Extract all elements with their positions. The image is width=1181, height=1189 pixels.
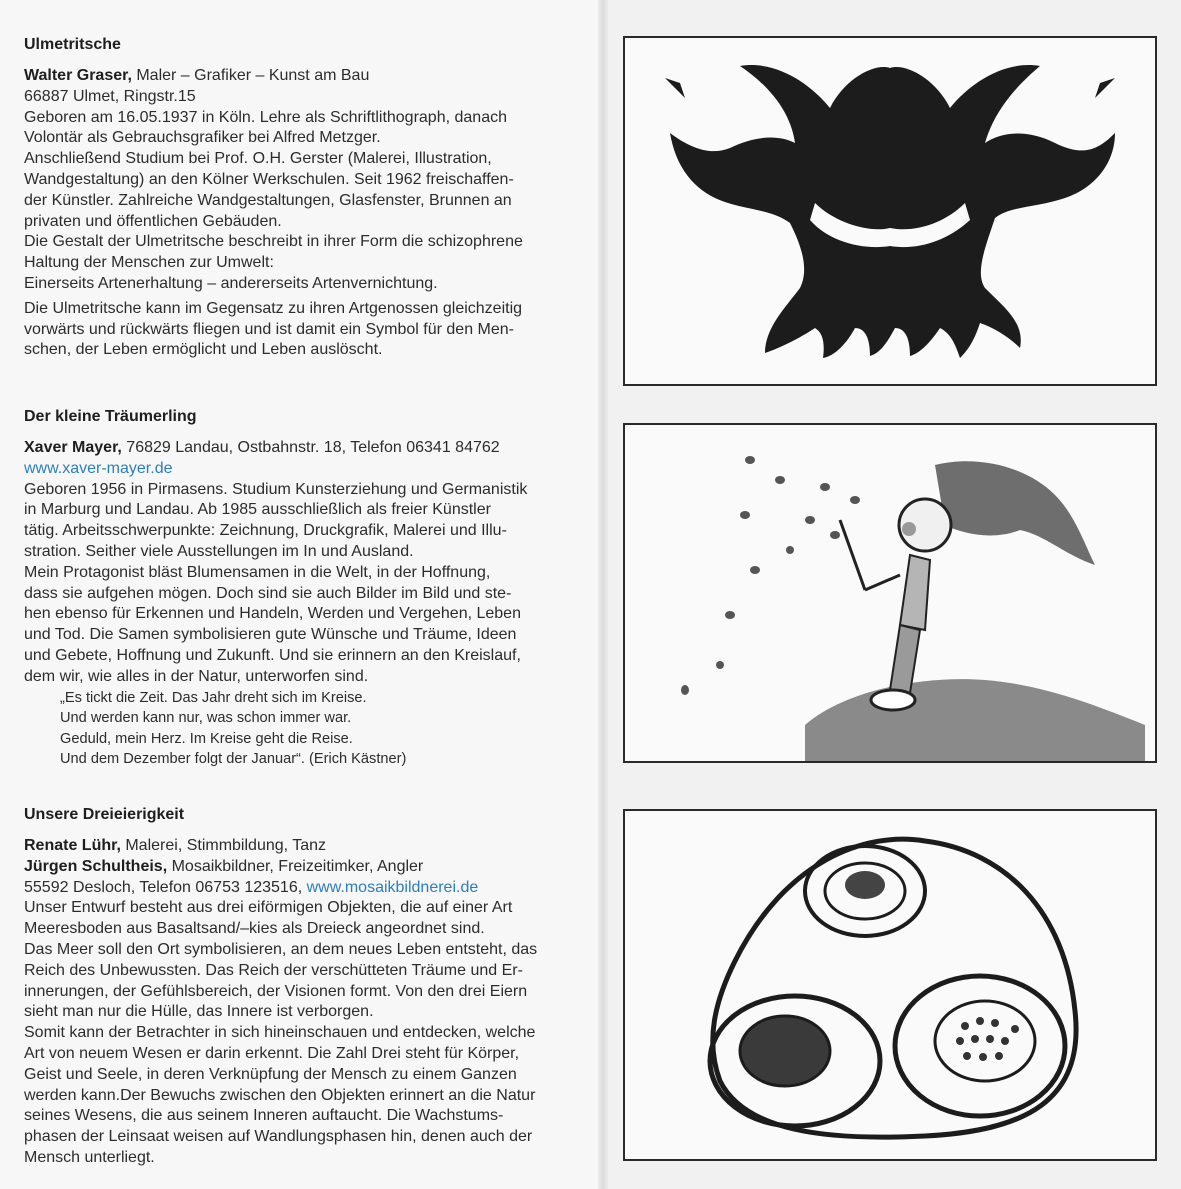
line-text: Geboren am 16.05.1937 in Köln. Lehre als Schriftlithograph, danach [24,108,507,126]
quote-line: „Es tickt die Zeit. Das Jahr dreht sich im Kreise. [60,689,367,706]
bird-silhouette-image [625,38,1155,384]
quote-line: Und dem Dezember folgt der Januar“. (Erich Kästner) [60,751,407,768]
line-text: tätig. Arbeitsschwerpunkte: Zeichnung, Druckgrafik, Malerei und Illu- [24,522,507,540]
artist-name: Jürgen Schultheis, [24,857,168,875]
ulmetritsche-illustration [623,36,1157,386]
line-text: in Marburg und Landau. Ab 1985 ausschließlich als freier Künstler [24,501,491,519]
body-line [24,1127,579,1148]
body-line [24,438,579,459]
line-text: seines Wesens, die aus seinem Inneren auftaucht. Die Wachstums- [24,1107,504,1125]
artist-name: Xaver Mayer, [24,439,122,456]
section-heading: Unsere Dreieierigkeit [24,806,185,823]
body-line [24,563,579,584]
three-eggs-drawing-image [625,811,1155,1159]
body-line [24,191,579,212]
body-line [24,299,579,320]
website-link[interactable]: www.mosaikbildnerei.de [306,878,479,896]
body-line [24,1148,579,1169]
artist-name: Walter Graser, [24,67,132,84]
body-line [24,320,579,341]
body-line [24,274,579,295]
body-line [24,1002,579,1023]
section-heading: Der kleine Träumerling [24,408,197,425]
artist-name: Renate Lühr, [24,837,121,854]
line-text: Unser Entwurf besteht aus drei eiförmigen Objekten, die auf einer Art [24,899,513,917]
dreieierigkeit-illustration [623,809,1157,1161]
body-line [24,149,579,170]
body-line [24,1065,579,1086]
body-line [24,542,579,563]
body-line [24,878,579,899]
body-line [24,232,579,253]
boy-blowing-seeds-image [625,425,1155,761]
body-line [24,1023,579,1044]
line-text: Das Meer soll den Ort symbolisieren, an dem neues Leben entsteht, das [24,940,538,958]
body-line [24,667,579,688]
line-text: Haltung der Menschen zur Umwelt: [24,254,274,272]
line-text: privaten und öffentlichen Gebäuden. [24,212,282,230]
line-text: Geboren 1956 in Pirmasens. Studium Kunsterziehung und Germanistik [24,480,528,498]
line-text: Reich des Unbewussten. Das Reich der verschütteten Träume und Er- [24,961,523,979]
line-text: vorwärts und rückwärts fliegen und ist damit ein Symbol für den Men- [24,320,514,338]
section-body [24,836,579,1169]
body-line [24,961,579,982]
line-text: Die Ulmetritsche kann im Gegensatz zu ihren Artgenossen gleichzeitig [24,299,523,317]
line-text: und Gebete, Hoffnung und Zukunft. Und sie erinnern an den Kreislauf, [24,646,521,664]
line-text: Volontär als Gebrauchsgrafiker bei Alfred Metzger. [24,129,381,147]
line-text: der Künstler. Zahlreiche Wandgestaltungen, Glasfenster, Brunnen an [24,191,512,209]
body-line [24,480,579,501]
body-line [24,170,579,191]
line-text: Wandgestaltung) an den Kölner Werkschulen. Seit 1962 freischaffen- [24,170,514,188]
body-line [24,253,579,274]
body-line [24,66,579,87]
body-line [24,521,579,542]
body-line [24,128,579,149]
line-text: Meeresboden aus Basaltsand/–kies als Dreieck angeordnet sind. [24,920,485,938]
line-text: Somit kann der Betrachter in sich hineinschauen und entdecken, welche [24,1024,536,1042]
body-line [24,1086,579,1107]
body-line [24,87,579,108]
body-line [24,459,579,480]
line-text: dem wir, wie alles in der Natur, unterworfen sind. [24,667,369,685]
body-line [24,919,579,940]
line-text: stration. Seither viele Ausstellungen im In und Ausland. [24,542,414,560]
line-text: hen ebenso für Erkennen und Handeln, Werden und Vergehen, Leben [24,605,521,623]
line-text: Anschließend Studium bei Prof. O.H. Gerster (Malerei, Illustration, [24,150,492,168]
body-line [24,604,579,625]
section-body [24,66,579,361]
line-text: 76829 Landau, Ostbahnstr. 18, Telefon 06341 84762 [121,439,500,456]
website-link[interactable]: www.xaver-mayer.de [24,459,173,477]
line-text: innerungen, der Gefühlsbereich, der Visionen formt. Von den drei Eiern [24,982,528,1000]
section-ulmetritsche [24,35,579,361]
body-line [24,625,579,646]
line-text: Malerei, Stimmbildung, Tanz [120,837,327,854]
body-line [24,898,579,919]
line-text: 55592 Desloch, Telefon 06753 123516, [24,878,307,896]
line-text: sieht man nur die Hülle, das Innere ist verborgen. [24,1003,374,1021]
line-text: phasen der Leinsaat weisen auf Wandlungsphasen hin, denen auch der [24,1128,533,1146]
body-line [24,982,579,1003]
quote-block [24,688,579,770]
body-line [24,940,579,961]
traeumerling-illustration [623,423,1157,763]
body-line [24,212,579,233]
line-text: Maler – Grafiker – Kunst am Bau [131,67,370,84]
body-line [24,646,579,667]
body-line [24,1106,579,1127]
body-line [24,1044,579,1065]
body-line [24,500,579,521]
line-text: Art von neuem Wesen er darin erkennt. Die Zahl Drei steht für Körper, [24,1044,520,1062]
body-line [24,857,579,878]
section-heading: Ulmetritsche [24,36,121,53]
line-text: werden kann.Der Bewuchs zwischen den Objekten erinnert an die Natur [24,1086,536,1104]
line-text: Mosaikbildner, Freizeitimker, Angler [167,857,424,875]
quote-line: Und werden kann nur, was schon immer war. [60,710,352,727]
body-line [24,340,579,361]
line-text: Mensch unterliegt. [24,1148,155,1166]
line-text: Geist und Seele, in deren Verknüpfung der Mensch zu einem Ganzen [24,1065,517,1083]
line-text: Die Gestalt der Ulmetritsche beschreibt in ihrer Form die schizophrene [24,233,523,251]
line-text: dass sie aufgehen mögen. Doch sind sie auch Bilder im Bild und ste- [24,584,512,602]
quote-line: Geduld, mein Herz. Im Kreise geht die Reise. [60,730,353,747]
line-text: Einerseits Artenerhaltung – andererseits Artenvernichtung. [24,274,438,292]
line-text: 66887 Ulmet, Ringstr.15 [24,87,196,105]
line-text: schen, der Leben ermöglicht und Leben auslöscht. [24,341,383,359]
page-gutter [598,0,608,1189]
line-text: Mein Protagonist bläst Blumensamen in die Welt, in der Hoffnung, [24,563,491,581]
section-traeumerling [24,407,579,770]
line-text: und Tod. Die Samen symbolisieren gute Wünsche und Träume, Ideen [24,626,517,644]
body-line [24,584,579,605]
body-line [24,108,579,129]
section-dreieierigkeit [24,805,579,1169]
section-body [24,438,579,688]
body-line [24,836,579,857]
